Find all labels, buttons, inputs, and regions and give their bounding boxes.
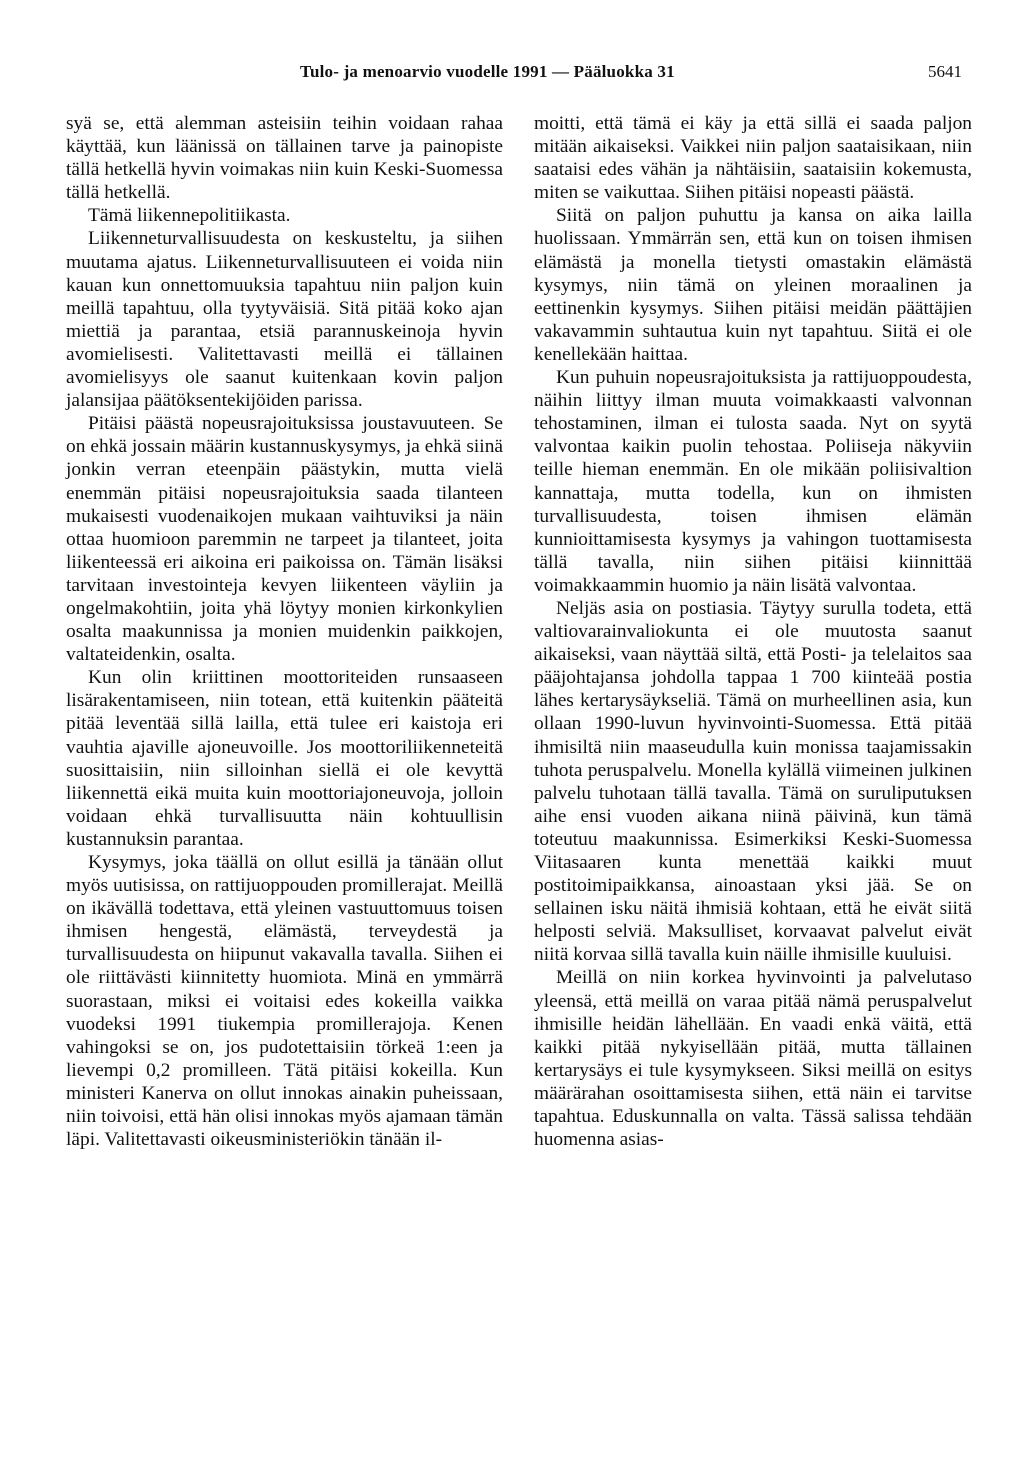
paragraph: Liikenneturvallisuudesta on keskusteltu, ja siihen muutama ajatus. Liikenneturvallisuuteen ei voida niin kauan kun onnettomuuksia tapahtuu niin paljon kuin meillä tapahtuu, olla tyytyväisiä. Sitä pitää koko ajan miettiä ja parantaa, etsiä parannuskeinoja hyvin avomielisesti. Valitettavasti meillä ei tällainen avomielisyys ole saanut kuitenkaan kovin paljon jalansijaa päätöksentekijöiden parissa. (66, 228, 503, 412)
paragraph: Meillä on niin korkea hyvinvointi ja palvelutaso yleensä, että meillä on varaa pitää nämä peruspalvelut ihmisille heidän lähellään. En vaadi enkä väitä, että kaikki pitää nykyisellään pitää, mutta tällainen kertarysäys ei tule kysymykseen. Siksi meillä on esitys määrärahan osoittamisesta siihen, että näin ei tarvitse tapahtua. Eduskunnalla on valta. Tässä salissa tehdään huomenna asias- (534, 967, 972, 1151)
paragraph: syä se, että alemman asteisiin teihin voidaan rahaa käyttää, kun läänissä on tällainen tarve ja painopiste tällä hetkellä hyvin voimakas niin kuin Keski-Suomessa tällä hetkellä. (66, 113, 503, 204)
paragraph: Siitä on paljon puhuttu ja kansa on aika lailla huolissaan. Ymmärrän sen, että kun on toisen ihmisen elämästä ja monella tietysti omastakin elämästä kysymys, niin tämä on yleinen moraalinen ja eettinenkin kysymys. Siihen pitäisi meidän päättäjien vakavammin suhtautua kuin nyt tapahtuu. Siitä ei ole kenellekään haittaa. (534, 205, 972, 365)
paragraph: Neljäs asia on postiasia. Täytyy surulla todeta, että valtiovarainvaliokunta ei ole muutosta saanut aikaiseksi, vaan näyttää siltä, että Posti- ja telelaitos saa pääjohtajansa johdolla tappaa 1 700 kiinteää postia lähes kertarysäykseliä. Tämä on murheellinen asia, kun ollaan 1990-luvun hyvinvointi-Suomessa. Että pitää ihmisiltä niin maaseudulla kuin monissa taajamissakin tuhota peruspalvelu. Monella kylällä viimeinen julkinen palvelu tuhotaan tällä tavalla. Tämä on suruliputuksen aihe ensi vuoden aikana niinä päivinä, kun tämä toteutuu maakunnissa. Esimerkiksi Keski-Suomessa Viitasaaren kunta menettää kaikki muut postitoimipaikkansa, ainoastaan yksi jää. Se on sellainen isku näitä ihmisiä kohtaan, että he eivät siitä helposti selviä. Maksulliset, korvaavat palvelut eivät niitä korvaa sillä tavalla kuin näille ihmisille kuuluisi. (534, 597, 972, 966)
paragraph: Kun olin kriittinen moottoriteiden runsaaseen lisärakentamiseen, niin totean, että kuitenkin pääteitä pitää leventää sillä lailla, että tulee eri kaistoja eri vauhtia ajaville ajoneuvoille. Jos moottoriliikenneteitä suosittaisiin, niin silloinhan siellä ei ole kevyttä liikennettä eikä muita kuin moottoriajoneuvoja, jolloin voidaan ehkä turvallisuutta näin kohtuullisin kustannuksin parantaa. (66, 667, 503, 850)
page-header (300, 62, 962, 86)
paragraph: Kun puhuin nopeusrajoituksista ja rattijuoppoudesta, näihin liittyy ilman muuta voimakkaasti valvonnan tehostaminen, ilman ei tulosta saada. Nyt on syytä valvontaa kaikin puolin tehostaa. Poliiseja näkyviin teille hieman enemmän. En ole mikään poliisivaltion kannattaja, mutta todella, kun on ihmisten turvallisuudesta, toisen ihmisen elämän kunnioittamisesta kysymys ja vahingon tuottamisesta tällä tavalla, niin siihen pitäisi kiinnittää voimakkaammin huomio ja näin lisätä valvontaa. (534, 367, 972, 596)
page-number: 5641 (928, 62, 962, 81)
paragraph: Kysymys, joka täällä on ollut esillä ja tänään ollut myös uutisissa, on rattijuoppouden promillerajat. Meillä on ikävällä todettava, että yleinen vastuuttomuus toisen ihmisen hengestä, elämästä, terveydestä ja turvallisuudesta on hiipunut vakavalla tavalla. Siihen ei ole riittävästi kiinnitetty huomiota. Minä en ymmärrä suorastaan, miksi ei voitaisi edes kokeilla vaikka vuodeksi 1991 tiukempia promillerajoja. Kenen vahingoksi se on, jos pudotettaisiin törkeä 1:een ja lievempi 0,2 promilleen. Tätä pitäisi kokeilla. Kun ministeri Kanerva on ollut innokas ainakin puheissaan, niin toivoisi, että hän olisi innokas myös ajamaan tämän läpi. Valitettavasti oikeusministeriökin tänään il- (66, 852, 503, 1151)
right-column (534, 112, 972, 1151)
paragraph: moitti, että tämä ei käy ja että sillä ei saada paljon mitään aikaiseksi. Vaikkei niin paljon saataisikaan, niin saataisi edes vähän ja nähtäisiin, saataisiin kokemusta, miten se vaikuttaa. Siihen pitäisi nopeasti päästä. (534, 113, 972, 204)
paragraph: Pitäisi päästä nopeusrajoituksissa joustavuuteen. Se on ehkä jossain määrin kustannuskysymys, ja ehkä siinä jonkin verran eteenpäin päästykin, mutta vielä enemmän pitäisi nopeusrajoituksia saada tilanteen mukaisesti vuodenaikojen mukaan vaihtuviksi ja näin ottaa huomioon paremmin ne tarpeet ja tilanteet, joita liikenteessä eri aikoina eri paikoissa on. Tämän lisäksi tarvitaan investointeja kevyen liikenteen väyliin ja ongelmakohtiin, joita yhä löytyy monien kirkonkylien osalta maakunnissa ja monien muidenkin paikkojen, valtateidenkin, osalta. (66, 413, 503, 666)
running-title: Tulo- ja menoarvio vuodelle 1991 — Pääluokka 31 (300, 62, 675, 81)
left-column (66, 112, 503, 1151)
paragraph: Tämä liikennepolitiikasta. (88, 205, 291, 227)
